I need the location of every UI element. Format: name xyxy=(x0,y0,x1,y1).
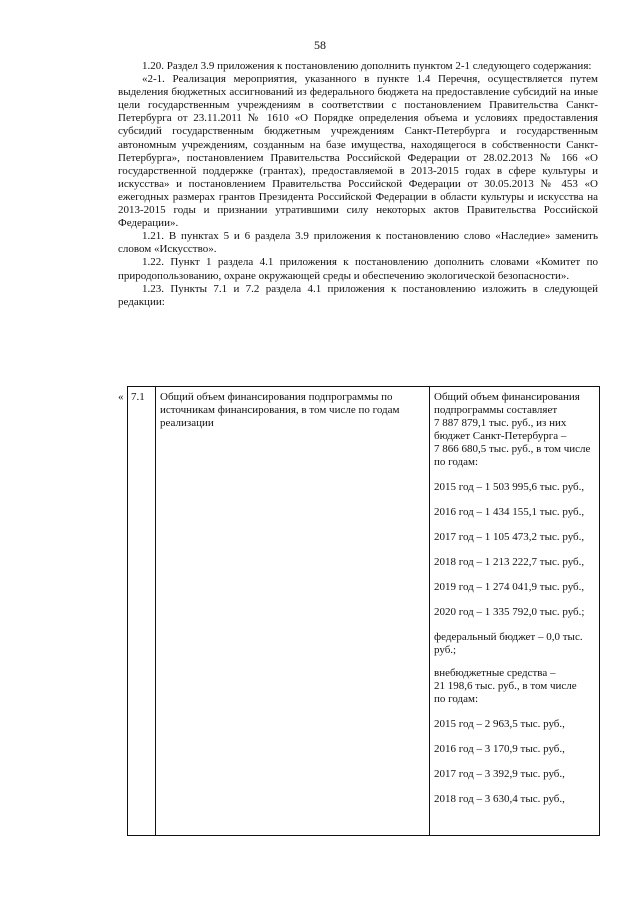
document-body xyxy=(118,60,598,309)
value-intro-line: по годам: xyxy=(434,456,479,468)
paragraph-2-1: «2-1. Реализация мероприятия, указанного в пункте 1.4 Перечня, осуществляется путем выделения бюджетных ассигнований из федерального бюджета на предоставление субсидий на иные цели государственным учреждениям в соответствии с постановлением Правительства Санкт-Петербурга от 23.11.2011 № 1610 «О Порядке определения объема и условиях предоставления субсидий государственным бюджетным учреждениям Санкт-Петербурга и государственным автономным учреждениям, созданным на базе имущества, находящегося в собственности Санкт-Петербурга», постановлением Правительства Российской Федерации от 28.02.2013 № 166 «О государственной поддержке (грантах), предоставляемой в 2013-2015 годах в сфере культуры и искусства» и постановлением Правительства Российской Федерации от 30.05.2013 № 453 «О ежегодных размерах грантов Президента Российской Федерации в области культуры и искусства на 2013-2015 годы и признании утратившими силу некоторых актов Правительства Российской Федерации». xyxy=(118,73,598,230)
row-label: Общий объем финансирования подпрограммы по источникам финансирования, в том числе по годам реализации xyxy=(156,387,430,836)
page-number: 58 xyxy=(314,38,326,52)
extrabudget-intro xyxy=(434,667,596,706)
value-intro-line: 7 866 680,5 тыс. руб., в том числе xyxy=(434,443,591,455)
spb-year-2018: 2018 год – 1 213 222,7 тыс. руб., xyxy=(434,556,585,568)
value-intro-line: подпрограммы составляет xyxy=(434,404,558,416)
federal-budget: федеральный бюджет – 0,0 тыс. руб.; xyxy=(434,631,583,656)
paragraph-1-20: 1.20. Раздел 3.9 приложения к постановлению дополнить пунктом 2-1 следующего содержания: xyxy=(142,60,592,72)
paragraph-1-22: 1.22. Пункт 1 раздела 4.1 приложения к постановлению дополнить словами «Комитет по природопользованию, охране окружающей среды и обеспечению экологической безопасности». xyxy=(118,256,598,282)
financing-table xyxy=(118,386,600,836)
row-number: 7.1 xyxy=(128,387,156,836)
extrabudget-intro-line: 21 198,6 тыс. руб., в том числе xyxy=(434,680,577,692)
extrabudget-year-2018: 2018 год – 3 630,4 тыс. руб., xyxy=(434,793,565,805)
spb-year-2019: 2019 год – 1 274 041,9 тыс. руб., xyxy=(434,581,585,593)
value-intro-line: Общий объем финансирования xyxy=(434,391,580,403)
spb-year-2015: 2015 год – 1 503 995,6 тыс. руб., xyxy=(434,481,585,493)
extrabudget-year-2017: 2017 год – 3 392,9 тыс. руб., xyxy=(434,768,565,780)
spb-year-2017: 2017 год – 1 105 473,2 тыс. руб., xyxy=(434,531,585,543)
value-intro xyxy=(434,391,596,469)
value-intro-line: 7 887 879,1 тыс. руб., из них xyxy=(434,417,567,429)
extrabudget-intro-line: по годам: xyxy=(434,693,479,705)
spb-year-2020: 2020 год – 1 335 792,0 тыс. руб.; xyxy=(434,606,585,618)
value-intro-line: бюджет Санкт-Петербурга – xyxy=(434,430,567,442)
extrabudget-year-2016: 2016 год – 3 170,9 тыс. руб., xyxy=(434,743,565,755)
table-row xyxy=(118,387,600,836)
row-value xyxy=(430,387,600,836)
extrabudget-intro-line: внебюджетные средства – xyxy=(434,667,556,679)
opening-quote: « xyxy=(118,390,124,403)
extrabudget-year-2015: 2015 год – 2 963,5 тыс. руб., xyxy=(434,718,565,730)
paragraph-1-23: 1.23. Пункты 7.1 и 7.2 раздела 4.1 приложения к постановлению изложить в следующей редакции: xyxy=(118,282,598,308)
paragraph-1-21: 1.21. В пунктах 5 и 6 раздела 3.9 приложения к постановлению слово «Наследие» заменить словом «Искусство». xyxy=(118,230,598,256)
spb-year-2016: 2016 год – 1 434 155,1 тыс. руб., xyxy=(434,506,585,518)
